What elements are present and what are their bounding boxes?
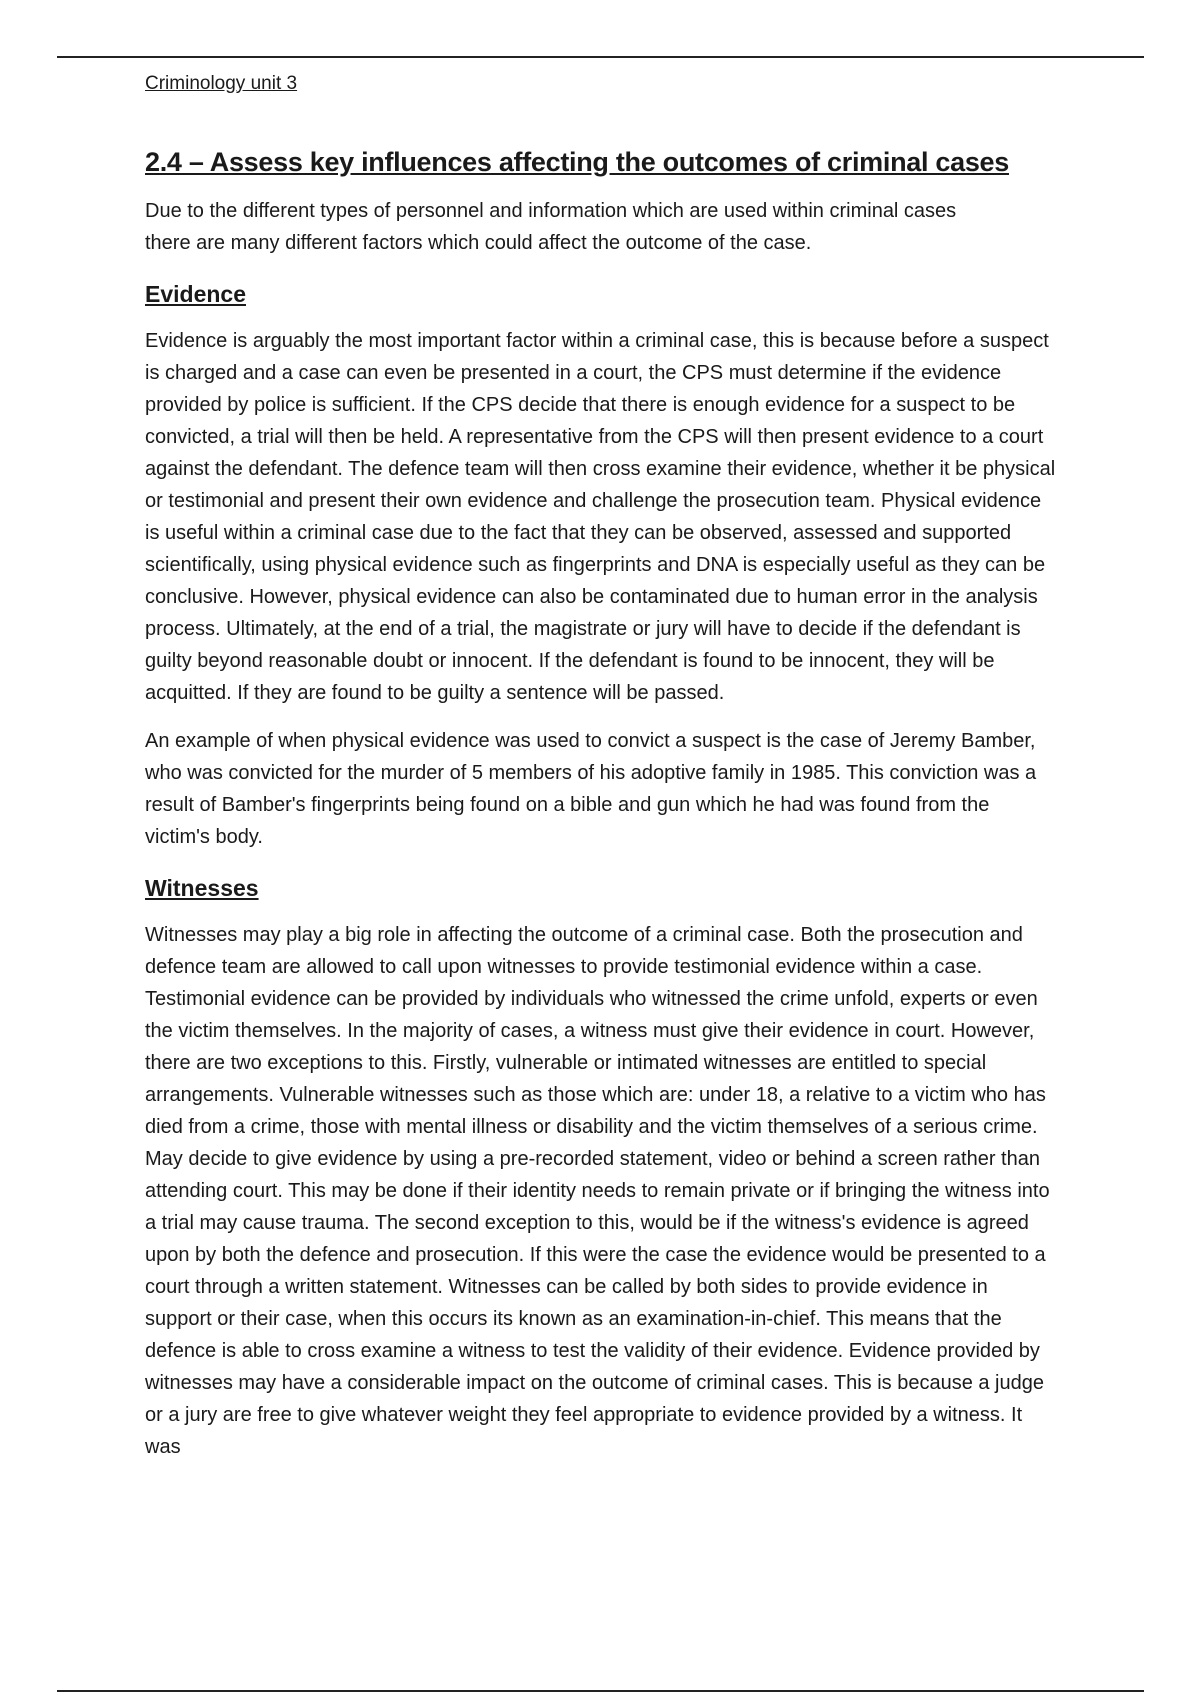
evidence-paragraph: Evidence is arguably the most important factor within a criminal case, this is because before a suspect is charged and a case can even be presented in a court, the CPS must determine if the evidence provided by police is sufficient. If the CPS decide that there is enough evidence for a suspect to be convicted, a trial will then be held. A representative from the CPS will then present evidence to a court against the defendant. The defence team will then cross examine their evidence, whether it be physical or testimonial and present their own evidence and challenge the prosecution team. Physical evidence is useful within a criminal case due to the fact that they can be observed, assessed and supported scientifically, using physical evidence such as fingerprints and DNA is especially useful as they can be conclusive. However, physical evidence can also be contaminated due to human error in the analysis process. Ultimately, at the end of a trial, the magistrate or jury will have to decide if the defendant is guilty beyond reasonable doubt or innocent. If the defendant is found to be innocent, they will be acquitted. If they are found to be guilty a sentence will be passed. [145,330,1056,704]
evidence-example-paragraph: An example of when physical evidence was used to convict a suspect is the case of Jeremy Bamber, who was convicted for the murder of 5 members of his adoptive family in 1985. This conviction was a result of Bamber's fingerprints being found on a bible and gun which he had was found from the victim's body. [145,730,1037,848]
page-content [145,70,1065,1463]
witnesses-heading: Witnesses [145,875,259,901]
top-divider [57,56,1144,58]
intro-paragraph: Due to the different types of personnel and information which are used within criminal cases there are many different factors which could affect the outcome of the case. [145,200,957,254]
bottom-divider [57,1690,1144,1692]
running-header: Criminology unit 3 [145,73,298,94]
page-title: 2.4 – Assess key influences affecting the outcomes of criminal cases [145,147,1009,177]
evidence-heading: Evidence [145,281,246,307]
witnesses-paragraph: Witnesses may play a big role in affecting the outcome of a criminal case. Both the prosecution and defence team are allowed to call upon witnesses to provide testimonial evidence within a case. Testimonial evidence can be provided by individuals who witnessed the crime unfold, experts or even the victim themselves. In the majority of cases, a witness must give their evidence in court. However, there are two exceptions to this. Firstly, vulnerable or intimated witnesses are entitled to special arrangements. Vulnerable witnesses such as those which are: under 18, a relative to a victim who has died from a crime, those with mental illness or disability and the victim themselves of a serious crime. May decide to give evidence by using a pre-recorded statement, video or behind a screen rather than attending court. This may be done if their identity needs to remain private or if bringing the witness into a trial may cause trauma. The second exception to this, would be if the witness's evidence is agreed upon by both the defence and prosecution. If this were the case the evidence would be presented to a court through a written statement. Witnesses can be called by both sides to provide evidence in support or their case, when this occurs its known as an examination-in-chief. This means that the defence is able to cross examine a witness to test the validity of their evidence. Evidence provided by witnesses may have a considerable impact on the outcome of criminal cases. This is because a judge or a jury are free to give whatever weight they feel appropriate to evidence provided by a witness. It was [145,924,1050,1458]
